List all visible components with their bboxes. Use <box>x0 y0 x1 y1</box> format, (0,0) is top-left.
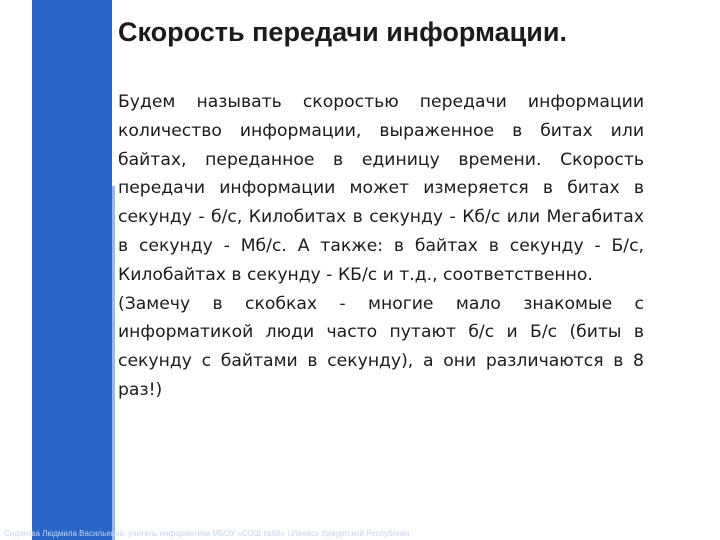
slide-footer: Сидякова Людмила Васильевна, учитель информатики МБОУ «СОШ №68» г.Ижевск Удмуртской Республики <box>4 529 410 538</box>
slide-title: Скорость передачи информации. <box>118 17 567 47</box>
body-paragraph-definition: Будем называть скоростью передачи информации количество информации, выраженное в битах или байтах, переданное в единицу времени. Скорость передачи информации может измеряется в битах в секунду - б/с, Килобитах в секунду - Кб/с или Мегабитах в секунду - Мб/с. А также: в байтах в секунду - Б/с, Килобайтах в секунду - КБ/с и т.д., соответственно. <box>118 92 644 285</box>
accent-bar-highlight <box>112 186 115 540</box>
accent-bar <box>32 0 112 540</box>
body-paragraph-remark: (Замечу в скобках - многие мало знакомые с информатикой люди часто путают б/с и Б/с (биты в секунду с байтами в секунду), а они различаются в 8 раз!) <box>118 293 644 400</box>
slide-body <box>118 88 644 405</box>
